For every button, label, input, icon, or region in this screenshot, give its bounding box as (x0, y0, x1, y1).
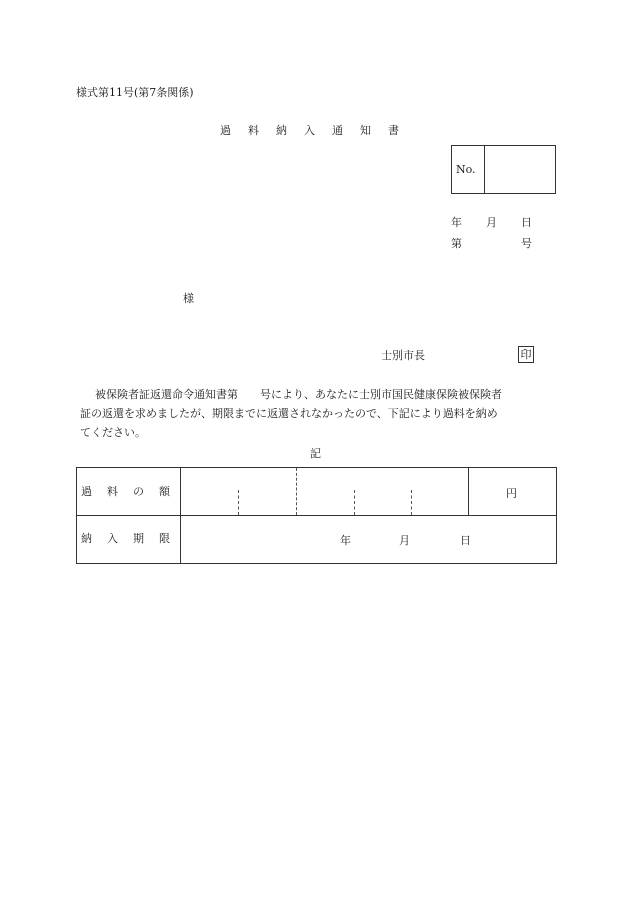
yen-unit: 円 (506, 487, 517, 500)
title-char: 納 (276, 124, 290, 137)
issuer-name: 士別市長 (381, 349, 425, 362)
fine-table (76, 467, 557, 564)
number-box-label: No. (456, 163, 476, 176)
addressee-suffix: 様 (183, 292, 194, 305)
table-column-divider (180, 468, 181, 563)
ki-heading: 記 (310, 447, 321, 460)
body-line-1: 被保険者証返還命令通知書第 号により、あなたに士別市国民健康保険被保険者 (95, 388, 502, 401)
number-go-label: 号 (521, 237, 532, 250)
label-char: 限 (159, 532, 170, 545)
fine-amount-label (81, 485, 185, 499)
digit-separator (238, 490, 239, 515)
deadline-day-label: 日 (460, 534, 471, 547)
label-char: 額 (159, 485, 170, 498)
notice-body (80, 385, 565, 442)
title-char: 入 (304, 124, 318, 137)
payment-deadline-label (81, 532, 185, 546)
label-char: 入 (107, 532, 118, 545)
deadline-year-label: 年 (340, 534, 351, 547)
seal-mark: 印 (518, 346, 534, 363)
date-day-label: 日 (521, 216, 532, 229)
date-year-label: 年 (451, 216, 462, 229)
title-char: 知 (360, 124, 374, 137)
label-char: 納 (81, 532, 92, 545)
number-box (451, 145, 556, 194)
digit-separator (354, 490, 355, 515)
label-char: 料 (107, 485, 118, 498)
date-month-label: 月 (486, 216, 497, 229)
title-char: 書 (388, 124, 402, 137)
digit-separator (411, 490, 412, 515)
body-line-3: てください。 (80, 426, 146, 439)
label-char: 過 (81, 485, 92, 498)
deadline-month-label: 月 (399, 534, 410, 547)
title-char: 過 (220, 124, 234, 137)
number-box-divider (484, 146, 485, 193)
form-number: 様式第11号(第7条関係) (76, 86, 194, 99)
label-char: 期 (133, 532, 144, 545)
body-line-2: 証の返還を求めましたが、期限までに返還されなかったので、下記により過料を納め (80, 407, 498, 420)
yen-column-divider (468, 468, 469, 515)
table-row-divider (77, 515, 556, 516)
title-char: 料 (248, 124, 262, 137)
title-char: 通 (332, 124, 346, 137)
number-dai-label: 第 (451, 237, 462, 250)
document-title (220, 124, 416, 138)
label-char: の (133, 485, 144, 498)
digit-separator (296, 468, 297, 515)
